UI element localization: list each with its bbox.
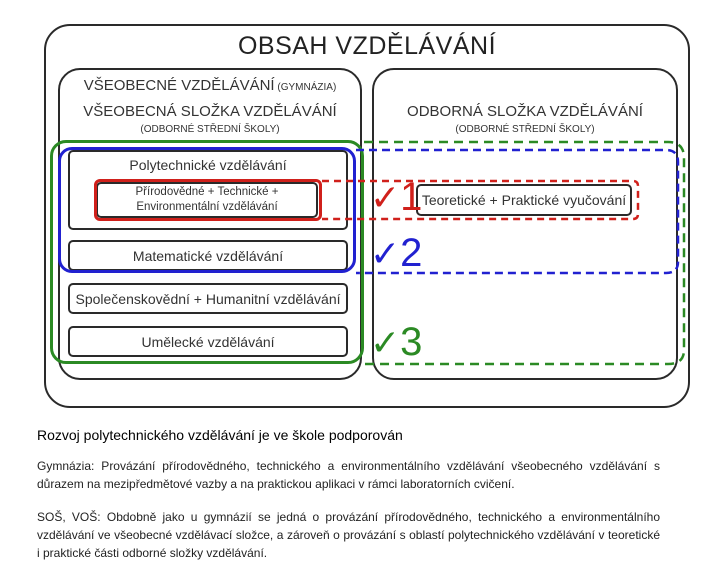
marker-1 [370, 177, 422, 217]
left-header-note: (ODBORNÉ STŘEDNÍ ŠKOLY) [140, 124, 280, 135]
sciences-label-line2: Environmentální vzdělávání [136, 201, 278, 213]
check-icon: ✓ [370, 178, 401, 219]
marker-number: 2 [400, 231, 423, 275]
section-heading: Rozvoj polytechnického vzdělávání je ve škole podporován [37, 427, 403, 443]
paragraph-gymnasia: Gymnázia: Provázání přírodovědného, technického a environmentálního vzdělávání všeobecného vzdělávání s důrazem na mezipředmětové vazby a na praktickou aplikaci v rámci laboratorních cvičení. [37, 459, 660, 491]
math-label: Matematické vzdělávání [132, 247, 284, 264]
marker-number: 1 [400, 175, 423, 219]
marker-3 [370, 322, 422, 362]
sciences-label-line1: Přírodovědné + Technické + [135, 186, 279, 198]
marker-number: 3 [400, 320, 423, 364]
vocational-label: Teoretické + Praktické vyučování [421, 192, 627, 208]
right-header-title: ODBORNÁ SLOŽKA VZDĚLÁVÁNÍ [407, 103, 643, 120]
diagram-title: OBSAH VZDĚLÁVÁNÍ [237, 32, 497, 60]
check-icon: ✓ [370, 234, 401, 275]
paragraph-sos-vos: SOŠ, VOŠ: Obdobně jako u gymnázií se jedná o provázání přírodovědného, technického a environmentálního vzdělávání ve všeobecné vzdělávací složce, a zároveň o provázání s oblastí polytechnického vzdělávání v teoretické i praktické části odborné složky vzdělávání. [37, 510, 660, 560]
check-icon: ✓ [370, 323, 401, 364]
social-label: Společenskovědní + Humanitní vzdělávání [75, 290, 341, 307]
marker-2 [370, 233, 422, 273]
arts-label: Umělecké vzdělávání [141, 333, 275, 350]
left-header-subtitle: VŠEOBECNÁ SLOŽKA VZDĚLÁVÁNÍ [83, 103, 337, 120]
right-header-note: (ODBORNÉ STŘEDNÍ ŠKOLY) [455, 124, 595, 135]
left-header-main: VŠEOBECNÉ VZDĚLÁVÁNÍ [83, 77, 275, 94]
left-header-suffix: (GYMNÁZIA) [274, 82, 337, 93]
polytechnical-label: Polytechnické vzdělávání [129, 157, 287, 173]
